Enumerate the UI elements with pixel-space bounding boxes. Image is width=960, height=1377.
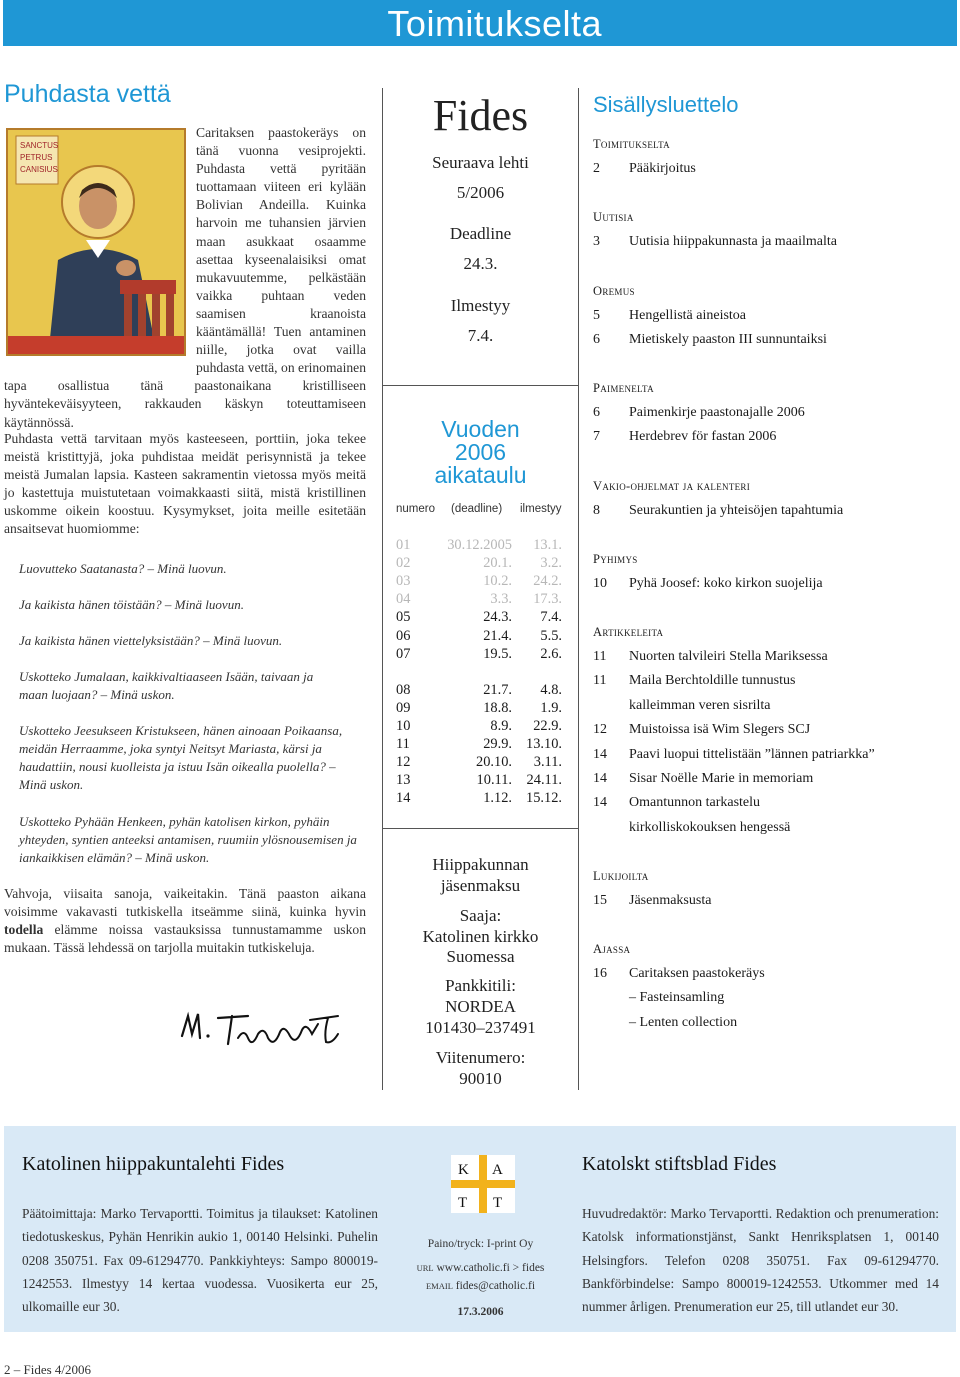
signature: [178, 1008, 358, 1057]
toc-entry-title: Sisar Noëlle Marie in memoriam: [629, 771, 814, 786]
toc-entry-title: Maila Berchtoldille tunnustus: [629, 673, 796, 689]
schedule-title: Vuoden 2006 aikataulu: [434, 416, 527, 488]
toc-entry[interactable]: [593, 673, 953, 693]
intro-paragraph: Caritaksen paastokeräys on tänä vuonna vesiprojekti. Puhdasta vettä pyritään tuottamaan viiteen eri kylään Bolivian Andeilla. Kuinka harvoin me tuhansien järvien maan asukkaat osaamme asettaa kyseenalaisiksi omat mukavuutemme, pelkästään vaikka puhtaan veden saamisen kraanoista kääntämällä! Tuen antaminen niille, jotka ovat vailla puhdasta vettä, on erinomainen tapa osallistua tänä paastonaikana kristilliseen hyväntekeväisyyteen, rakkauden käskyn toteuttamiseen käytännössä.: [4, 125, 366, 430]
schedule-release: 7.4.: [540, 609, 562, 626]
column-divider-right: [578, 88, 579, 1090]
schedule-number: 03: [396, 573, 411, 590]
footer-left-title: Katolinen hiippakuntalehti Fides: [22, 1153, 285, 1175]
creed-line-5: Uskotteko Jeesukseen Kristukseen, hänen ainoaan Poikaansa, meidän Herraamme, joka syntyi Neitsyt Mariasta, kärsi ja haudattiin, nousi kuolleista ja istuu Isän oikealla puolella? – Minä uskon.: [19, 723, 343, 793]
next-issue-label: Seuraava lehti: [432, 153, 529, 172]
toc-entry-title: Paimenkirje paastonajalle 2006: [629, 405, 805, 420]
schedule-release: 4.8.: [540, 681, 562, 698]
toc-entry-title: Jäsenmaksusta: [629, 893, 712, 908]
schedule-release: 3.11.: [533, 754, 562, 771]
schedule-row: [396, 628, 566, 646]
toc-entry[interactable]: [593, 1015, 953, 1035]
toc-page-number: 14: [593, 746, 607, 762]
logo-letter: T: [493, 1195, 503, 1211]
toc-section-heading: Vakio-ohjelmat ja kalenteri: [593, 479, 751, 493]
recipient-line-1: Katolinen kirkko: [422, 927, 539, 946]
recipient-label: Saaja:: [459, 906, 502, 925]
schedule-deadline: 10.2.: [483, 573, 512, 590]
article-title: Puhdasta vettä: [4, 80, 171, 108]
reference-value: 90010: [459, 1069, 502, 1088]
toc-page-number: 15: [593, 893, 607, 908]
toc-section-heading: Toimitukselta: [593, 137, 670, 151]
toc-section-heading: Oremus: [593, 284, 635, 298]
toc-page-number: 3: [593, 234, 600, 249]
bank-account: 101430–237491: [425, 1018, 536, 1037]
schedule-release: 15.12.: [526, 790, 562, 807]
divider-schedule-bottom: [383, 828, 578, 829]
toc-entry[interactable]: [593, 429, 953, 449]
toc-entry-title: kalleimman veren sisrilta: [629, 697, 771, 713]
toc-entry[interactable]: [593, 795, 953, 815]
fee-title-1: Hiippakunnan: [432, 855, 529, 874]
toc-entry-title: Pyhä Joosef: koko kirkon suojelija: [629, 576, 823, 591]
schedule-number: 14: [396, 790, 411, 807]
schedule-row: [396, 591, 566, 609]
deadline-value: 24.3.: [463, 254, 498, 273]
toc-entry[interactable]: [593, 234, 953, 254]
schedule-number: 04: [396, 591, 411, 608]
url-link[interactable]: www.catholic.fi > fides: [436, 1262, 545, 1274]
toc-entry[interactable]: [593, 698, 953, 718]
toc-section-heading: Artikkeleita: [593, 625, 664, 639]
toc-entry-title: – Lenten collection: [629, 1014, 738, 1030]
schedule-deadline: 21.4.: [483, 627, 512, 644]
schedule-deadline: 19.5.: [483, 645, 512, 662]
schedule-deadline: 18.8.: [483, 699, 512, 716]
page-number: 2 – Fides 4/2006: [4, 1362, 92, 1377]
schedule-number: 12: [396, 754, 411, 771]
schedule-row: [396, 646, 566, 664]
schedule-header-deadline: (deadline): [451, 503, 503, 515]
brand-title: Fides: [432, 91, 529, 140]
toc-entry[interactable]: [593, 649, 953, 669]
schedule-deadline: 20.1.: [483, 555, 512, 572]
paragraph-baptism: Puhdasta vettä tarvitaan myös kasteeseen, porttiin, joka tekee meistä kristittyjä, joka puhdistaa meidät perisynnistä ja tekee meistä Jumalan lapsia. Kasteen sakramentin vietossa myös meitä jo kastettuja muistutetaan voimakkaasti siitä, mistä kristillinen uskomme oikein koostuu. Kysymykset, joita meille esitetään ansaitsevat huomiomme:: [4, 431, 366, 537]
creed-line-2: Ja kaikista hänen töistään? – Minä luovun.: [19, 597, 244, 612]
creed-line-3: Ja kaikista hänen viettelyksistään? – Minä luovun.: [19, 633, 283, 648]
schedule-number: 13: [396, 772, 411, 789]
schedule-release: 17.3.: [533, 591, 562, 608]
schedule-release: 22.9.: [533, 717, 562, 734]
toc-section-heading: Ajassa: [593, 942, 631, 956]
schedule-header-number: numero: [396, 503, 435, 515]
schedule-row: [396, 573, 566, 591]
email-link[interactable]: fides@catholic.fi: [455, 1280, 536, 1292]
schedule-row: [396, 736, 566, 754]
toc-entry-title: Muistoissa isä Wim Slegers SCJ: [629, 722, 811, 738]
schedule-row: [396, 700, 566, 718]
toc-page-number: 2: [593, 161, 600, 176]
toc-entry[interactable]: [593, 503, 953, 523]
release-label: Ilmestyy: [450, 296, 511, 315]
toc-entry[interactable]: [593, 771, 953, 791]
header-banner: [3, 0, 957, 46]
toc-entry[interactable]: [593, 405, 953, 425]
emphasis: todella: [4, 922, 44, 938]
schedule-deadline: 3.3.: [490, 591, 512, 608]
schedule-deadline: 10.11.: [476, 772, 512, 789]
toc-entry-title: Uutisia hiippakunnasta ja maailmalta: [629, 234, 837, 249]
schedule-number: 05: [396, 609, 411, 626]
saint-icon-image: [6, 128, 186, 356]
logo-letter: A: [492, 1162, 503, 1178]
toc-entry-title: Hengellistä aineistoa: [629, 308, 747, 323]
schedule-deadline: 24.3.: [483, 609, 512, 626]
schedule-deadline: 8.9.: [490, 717, 512, 734]
toc-title: Sisällysluettelo: [593, 92, 739, 117]
divider-schedule-top: [383, 385, 578, 386]
toc-entry-title: – Fasteinsamling: [629, 990, 725, 1006]
logo: [451, 1155, 515, 1213]
schedule-number: 01: [396, 537, 411, 553]
schedule-release: 13.1.: [533, 537, 562, 553]
toc-page-number: 11: [593, 673, 607, 689]
schedule-release: 1.9.: [540, 699, 562, 716]
schedule-row: [396, 537, 566, 555]
schedule-number: 02: [396, 555, 411, 572]
schedule-row: [396, 772, 566, 790]
schedule-release: 5.5.: [540, 627, 562, 644]
schedule-deadline: 30.12.2005: [447, 537, 512, 553]
schedule-row: [396, 718, 566, 736]
next-issue-value: 5/2006: [456, 183, 505, 202]
schedule-number: 08: [396, 681, 411, 698]
toc-entry-title: kirkolliskokouksen hengessä: [629, 819, 791, 835]
schedule-deadline: 29.9.: [483, 736, 512, 752]
url-info: URL www.catholic.fi > fides: [416, 1262, 545, 1274]
schedule-number: 06: [396, 627, 411, 644]
schedule-row: [396, 682, 566, 700]
schedule-row: [396, 790, 566, 808]
svg-text:CANISIUS: CANISIUS: [20, 165, 58, 174]
recipient-line-2: Suomessa: [446, 947, 515, 966]
schedule-row: [396, 609, 566, 627]
fee-title-2: jäsenmaksu: [440, 876, 521, 895]
schedule-deadline: 20.10.: [476, 754, 512, 771]
footer-left-text: Päätoimittaja: Marko Tervaportti. Toimitus ja tilaukset: Katolinen tiedotuskeskus, Pyhän Henrikin aukio 1, 00140 Helsinki. Puhelin 0208 350751. Fax 09-61294770. Pankkiyhteys: Sampo 800019-1242553. Ilmestyy 14 kertaa vuodessa. Vuosikerta eur 25, ulkomaille eur 30.: [22, 1206, 378, 1315]
toc-page-number: 16: [593, 966, 607, 981]
logo-letter: T: [458, 1195, 468, 1211]
footer-right-text: Huvudredaktör: Marko Tervaportti. Redaktion och prenumeration: Katolsk informationstjänst, Sankt Henriksplatsen 1, 00140 Helsingfors. Telefon 0208 350751. Fax 09-61294770. Bankförbindelse: Sampo 800019-1242553. Utkommer med 14 nummer årligen. Prenumeration eur 25, till utlandet eur 30.: [582, 1206, 939, 1315]
toc-entry[interactable]: [593, 576, 953, 596]
print-info: Paino/tryck: I-print Oy: [427, 1238, 534, 1250]
toc-entry-title: Paavi luopui tittelistään ”lännen patriarkka”: [629, 746, 875, 762]
toc-entry-title: Seurakuntien ja yhteisöjen tapahtumia: [629, 503, 844, 518]
toc-section-heading: Uutisia: [593, 210, 634, 224]
toc-page-number: 8: [593, 503, 600, 518]
schedule-release: 2.6.: [540, 645, 562, 662]
toc-page-number: 14: [593, 795, 607, 811]
toc-section-heading: Paimenelta: [593, 381, 654, 395]
toc-entry-title: Omantunnon tarkastelu: [629, 795, 761, 811]
toc-entry-title: Nuorten talvileiri Stella Mariksessa: [629, 649, 828, 664]
schedule-row: [396, 754, 566, 772]
toc-entry[interactable]: [593, 332, 953, 352]
schedule-deadline: 21.7.: [483, 681, 512, 698]
toc-entry[interactable]: [593, 161, 953, 181]
toc-entry[interactable]: [593, 893, 953, 913]
schedule-release: 3.2.: [540, 555, 562, 572]
toc-page-number: 7: [593, 429, 600, 445]
footer-right-title: Katolskt stiftsblad Fides: [582, 1153, 777, 1175]
toc-entry[interactable]: [593, 966, 953, 986]
schedule-number: 07: [396, 645, 411, 662]
paragraph-closing: Vahvoja, viisaita sanoja, vaikeitakin. Tänä paaston aikana voisimme vakavasti tutkiskella itseämme siinä, kuinka hyvin todella elämme noissa vastauksissa tunnustamamme uskon mukaan. Tässä lehdessä on tarjolla muitakin tutkiskeluja.: [4, 886, 366, 956]
release-value: 7.4.: [467, 326, 494, 345]
bank-label: Pankkitili:: [445, 976, 516, 995]
toc-page-number: 5: [593, 308, 600, 323]
svg-text:PETRUS: PETRUS: [20, 153, 53, 162]
toc-page-number: 10: [593, 576, 607, 591]
creed-line-4: Uskotteko Jumalaan, kaikkivaltiaaseen Isään, taivaan ja maan luojaan? – Minä uskon.: [19, 669, 314, 703]
schedule-row: [396, 555, 566, 573]
schedule-release: 24.11.: [526, 772, 562, 789]
toc-entry-title: Pääkirjoitus: [629, 161, 696, 176]
toc-entry-title: Herdebrev för fastan 2006: [629, 429, 777, 445]
creed-line-6: Uskotteko Pyhään Henkeen, pyhän katolisen kirkon, pyhäin yhteyden, syntien anteeksi antamisen, ruumiin ylösnousemisen ja iankaikkisen elämän? – Minä uskon.: [19, 814, 357, 866]
schedule-deadline: 1.12.: [483, 790, 512, 807]
schedule-release: 24.2.: [533, 573, 562, 590]
publication-date: 17.3.2006: [457, 1306, 504, 1318]
toc-page-number: 6: [593, 332, 600, 348]
section-title: Toimitukselta: [387, 3, 602, 44]
toc-page-number: 14: [593, 771, 607, 786]
toc-entry[interactable]: [593, 747, 953, 767]
toc-section-heading: Lukijoilta: [593, 869, 649, 883]
toc-page-number: 11: [593, 649, 607, 664]
deadline-label: Deadline: [449, 224, 512, 243]
bank-name: NORDEA: [445, 997, 516, 1016]
reference-label: Viitenumero:: [435, 1048, 526, 1067]
svg-text:SANCTUS: SANCTUS: [20, 141, 59, 150]
schedule-header-release: ilmestyy: [520, 503, 562, 515]
toc-entry[interactable]: [593, 722, 953, 742]
toc-entry[interactable]: [593, 820, 953, 840]
creed-line-1: Luovutteko Saatanasta? – Minä luovun.: [19, 561, 227, 576]
toc-entry-title: Mietiskely paaston III sunnuntaiksi: [629, 332, 827, 348]
schedule-release: 13.10.: [526, 736, 562, 752]
logo-letter: K: [458, 1162, 469, 1178]
toc-entry[interactable]: [593, 308, 953, 328]
schedule-number: 10: [396, 717, 411, 734]
toc-page-number: 12: [593, 722, 607, 738]
toc-entry-title: Caritaksen paastokeräys: [629, 966, 765, 981]
schedule-number: 11: [396, 736, 410, 752]
toc-entry[interactable]: [593, 990, 953, 1010]
toc-page-number: 6: [593, 405, 600, 420]
schedule-number: 09: [396, 699, 411, 716]
toc-section-heading: Pyhimys: [593, 552, 638, 566]
email-info: EMAIL fides@catholic.fi: [425, 1280, 536, 1292]
